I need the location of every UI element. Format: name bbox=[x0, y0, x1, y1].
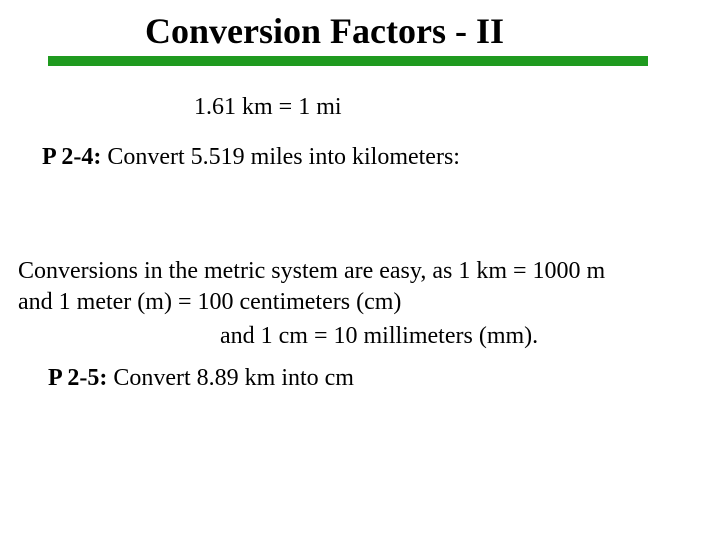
problem-2-5-text: Convert 8.89 km into cm bbox=[107, 365, 354, 391]
title-underline bbox=[48, 56, 648, 66]
metric-paragraph-line-1: Conversions in the metric system are easy, as 1 km = 1000 m bbox=[18, 258, 606, 284]
problem-2-5 bbox=[48, 363, 354, 393]
slide-title: Conversion Factors - II bbox=[145, 11, 504, 51]
problem-2-4-text: Convert 5.519 miles into kilometers: bbox=[101, 144, 460, 170]
metric-paragraph-line-3: and 1 cm = 10 millimeters (mm). bbox=[220, 323, 539, 349]
metric-paragraph-line-2: and 1 meter (m) = 100 centimeters (cm) bbox=[18, 289, 402, 315]
problem-2-4 bbox=[42, 142, 460, 172]
problem-2-5-label: P 2-5: bbox=[48, 365, 108, 391]
conversion-equation: 1.61 km = 1 mi bbox=[194, 94, 342, 120]
problem-2-4-label: P 2-4: bbox=[42, 144, 102, 170]
